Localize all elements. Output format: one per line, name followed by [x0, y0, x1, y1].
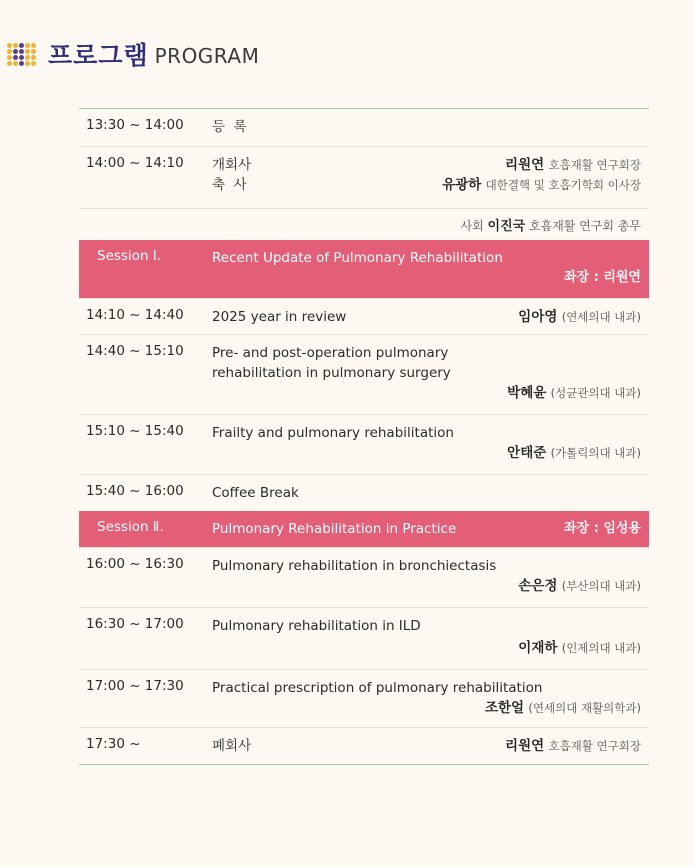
talk-row: [79, 547, 649, 607]
coffee-break-label: Coffee Break: [212, 485, 299, 501]
speaker-name: 임아영: [518, 309, 558, 325]
speaker-name: 리원연: [505, 738, 545, 754]
moderator-role: 사회: [460, 219, 484, 233]
talk-title: Practical prescription of pulmonary rehabilitation: [212, 680, 543, 696]
row-registration: [79, 109, 649, 146]
opening-label: 개회사: [212, 157, 252, 173]
row-opening: [79, 146, 649, 208]
speaker-affiliation: (연세의대 내과): [561, 310, 641, 324]
speaker-affiliation: (부산의대 내과): [561, 579, 641, 593]
talk-title: Pulmonary rehabilitation in bronchiectasis: [212, 558, 497, 574]
talk-title: Frailty and pulmonary rehabilitation: [212, 425, 454, 441]
speaker-affiliation: 호흡재활 연구회장: [548, 739, 641, 753]
registration-label: 등 록: [212, 119, 247, 135]
session-chair: 좌장 : 임성용: [563, 521, 641, 536]
time-cell: 14:10 ~ 14:40: [86, 307, 184, 323]
time-cell: 13:30 ~ 14:00: [86, 117, 184, 133]
speaker-name: 손은정: [518, 578, 558, 594]
speaker-name: 이재하: [518, 640, 558, 656]
page-header: [7, 38, 259, 70]
speaker-affiliation: (가톨릭의대 내과): [550, 446, 641, 460]
session-chair: 좌장 : 리원연: [563, 270, 641, 285]
talk-row: [79, 334, 649, 414]
session-title: Recent Update of Pulmonary Rehabilitation: [212, 250, 503, 266]
closing-row: [79, 727, 649, 764]
session-1-header: [79, 240, 649, 298]
talk-title-line1: Pre- and post-operation pulmonary: [212, 345, 449, 361]
row-moderator: [79, 208, 649, 240]
talk-row: [79, 298, 649, 334]
dots-logo-icon: [7, 43, 36, 66]
moderator-affiliation: 호흡재활 연구회 총무: [529, 219, 641, 233]
time-cell: 15:10 ~ 15:40: [86, 423, 184, 439]
time-cell: 14:00 ~ 14:10: [86, 155, 184, 171]
title-english: PROGRAM: [154, 43, 260, 68]
coffee-row: [79, 474, 649, 511]
title-korean: 프로그램: [48, 41, 149, 70]
talk-title-line2: rehabilitation in pulmonary surgery: [212, 365, 451, 381]
session-title: Pulmonary Rehabilitation in Practice: [212, 521, 457, 537]
speaker-affiliation: 호흡재활 연구회장: [548, 158, 641, 172]
talk-row: [79, 607, 649, 669]
program-table: [79, 108, 649, 765]
talk-row: [79, 414, 649, 474]
speaker-affiliation: 대한결핵 및 호흡기학회 이사장: [485, 178, 641, 192]
time-cell: 16:30 ~ 17:00: [86, 616, 184, 632]
speaker-name: 박혜윤: [507, 385, 547, 401]
speaker-affiliation: (인제의대 내과): [561, 641, 641, 655]
closing-label: 폐회사: [212, 738, 252, 754]
session-2-header: [79, 511, 649, 547]
talk-title: Pulmonary rehabilitation in ILD: [212, 618, 421, 634]
time-cell: 15:40 ~ 16:00: [86, 483, 184, 499]
session-label: Session Ⅱ.: [97, 519, 164, 535]
talk-row: [79, 669, 649, 727]
speaker-name: 유광하: [442, 177, 482, 193]
session-label: Session Ⅰ.: [97, 248, 162, 264]
moderator-name: 이진국: [487, 219, 526, 234]
speaker-name: 리원연: [505, 157, 545, 173]
talk-title: 2025 year in review: [212, 309, 347, 325]
congrats-label: 축 사: [212, 177, 247, 193]
time-cell: 17:00 ~ 17:30: [86, 678, 184, 694]
speaker-affiliation: (연세의대 재활의학과): [528, 701, 641, 715]
speaker-name: 안태준: [507, 445, 547, 461]
speaker-name: 조한얼: [484, 700, 525, 716]
time-cell: 17:30 ~: [86, 736, 141, 752]
time-cell: 14:40 ~ 15:10: [86, 343, 184, 359]
time-cell: 16:00 ~ 16:30: [86, 556, 184, 572]
speaker-affiliation: (성균관의대 내과): [550, 386, 641, 400]
